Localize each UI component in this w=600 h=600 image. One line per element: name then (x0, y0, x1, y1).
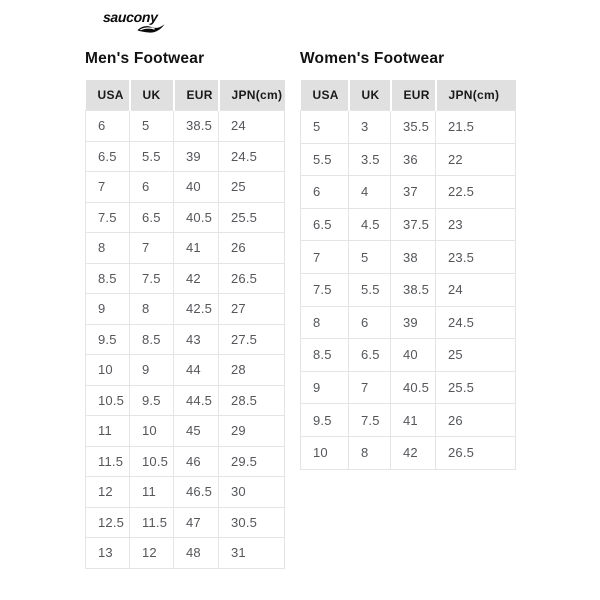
size-cell: 41 (174, 233, 219, 264)
size-cell: 11.5 (130, 507, 174, 538)
table-row (301, 436, 516, 469)
table-row (86, 294, 285, 325)
size-cell: 9 (86, 294, 130, 325)
size-cell: 11 (130, 477, 174, 508)
size-cell: 38 (391, 241, 436, 274)
size-cell: 9 (301, 371, 349, 404)
mens-table-header-row (86, 80, 285, 111)
size-cell: 8 (130, 294, 174, 325)
size-cell: 7.5 (130, 263, 174, 294)
size-cell: 23 (436, 208, 516, 241)
size-cell: 7 (349, 371, 391, 404)
size-cell: 7.5 (349, 404, 391, 437)
size-cell: 22 (436, 143, 516, 176)
size-cell: 5.5 (301, 143, 349, 176)
table-row (86, 111, 285, 142)
size-cell: 4.5 (349, 208, 391, 241)
size-cell: 25.5 (219, 202, 285, 233)
size-cell: 6 (130, 172, 174, 203)
size-cell: 13 (86, 538, 130, 569)
size-cell: 9.5 (130, 385, 174, 416)
size-cell: 6.5 (86, 141, 130, 172)
size-cell: 6 (301, 176, 349, 209)
size-cell: 3.5 (349, 143, 391, 176)
size-cell: 46 (174, 446, 219, 477)
size-cell: 40.5 (391, 371, 436, 404)
size-cell: 38.5 (174, 111, 219, 142)
table-row (301, 404, 516, 437)
size-cell: 12 (86, 477, 130, 508)
column-header: USA (86, 80, 130, 111)
saucony-swoosh-icon (137, 21, 165, 39)
size-cell: 24 (436, 273, 516, 306)
size-cell: 8 (86, 233, 130, 264)
size-cell: 24 (219, 111, 285, 142)
table-row (301, 241, 516, 274)
table-row (86, 141, 285, 172)
size-cell: 40.5 (174, 202, 219, 233)
column-header: JPN(cm) (436, 80, 516, 111)
size-cell: 30 (219, 477, 285, 508)
size-cell: 22.5 (436, 176, 516, 209)
size-cell: 28.5 (219, 385, 285, 416)
size-cell: 10.5 (86, 385, 130, 416)
mens-footwear-section (85, 50, 284, 569)
table-row (86, 233, 285, 264)
column-header: EUR (391, 80, 436, 111)
table-row (86, 538, 285, 569)
size-cell: 8 (301, 306, 349, 339)
table-row (86, 507, 285, 538)
womens-size-table (300, 80, 516, 470)
size-cell: 24.5 (436, 306, 516, 339)
size-cell: 5 (349, 241, 391, 274)
size-cell: 26 (219, 233, 285, 264)
size-cell: 42 (391, 436, 436, 469)
size-cell: 26.5 (436, 436, 516, 469)
size-cell: 8.5 (130, 324, 174, 355)
size-cell: 25.5 (436, 371, 516, 404)
column-header: UK (130, 80, 174, 111)
column-header: USA (301, 80, 349, 111)
table-row (86, 416, 285, 447)
size-cell: 27.5 (219, 324, 285, 355)
size-cell: 37 (391, 176, 436, 209)
table-row (86, 172, 285, 203)
size-cell: 44.5 (174, 385, 219, 416)
size-cell: 12.5 (86, 507, 130, 538)
table-row (301, 306, 516, 339)
size-cell: 6.5 (301, 208, 349, 241)
size-cell: 3 (349, 111, 391, 144)
womens-table-body (301, 111, 516, 470)
size-cell: 38.5 (391, 273, 436, 306)
size-cell: 7 (130, 233, 174, 264)
size-cell: 44 (174, 355, 219, 386)
womens-footwear-section (300, 50, 515, 470)
size-cell: 27 (219, 294, 285, 325)
size-cell: 46.5 (174, 477, 219, 508)
size-cell: 6.5 (349, 339, 391, 372)
size-cell: 45 (174, 416, 219, 447)
size-cell: 39 (391, 306, 436, 339)
column-header: UK (349, 80, 391, 111)
table-row (86, 477, 285, 508)
table-row (301, 371, 516, 404)
table-row (86, 324, 285, 355)
size-cell: 35.5 (391, 111, 436, 144)
size-cell: 7 (86, 172, 130, 203)
size-cell: 8 (349, 436, 391, 469)
size-cell: 7 (301, 241, 349, 274)
size-cell: 10 (130, 416, 174, 447)
table-row (86, 446, 285, 477)
size-cell: 5.5 (130, 141, 174, 172)
size-cell: 10 (301, 436, 349, 469)
size-cell: 6 (86, 111, 130, 142)
mens-table-body (86, 111, 285, 569)
size-cell: 4 (349, 176, 391, 209)
table-row (86, 263, 285, 294)
table-row (301, 339, 516, 372)
size-cell: 11.5 (86, 446, 130, 477)
size-cell: 28 (219, 355, 285, 386)
saucony-logo[interactable] (103, 9, 158, 27)
table-row (86, 385, 285, 416)
size-cell: 26 (436, 404, 516, 437)
size-cell: 31 (219, 538, 285, 569)
table-row (301, 111, 516, 144)
size-cell: 39 (174, 141, 219, 172)
size-cell: 42 (174, 263, 219, 294)
mens-size-table (85, 80, 285, 569)
size-cell: 29 (219, 416, 285, 447)
size-cell: 12 (130, 538, 174, 569)
size-cell: 42.5 (174, 294, 219, 325)
size-cell: 36 (391, 143, 436, 176)
size-cell: 48 (174, 538, 219, 569)
size-cell: 26.5 (219, 263, 285, 294)
size-cell: 9.5 (301, 404, 349, 437)
table-row (301, 273, 516, 306)
size-cell: 43 (174, 324, 219, 355)
table-row (86, 202, 285, 233)
size-cell: 47 (174, 507, 219, 538)
womens-section-title: Women's Footwear (300, 50, 445, 67)
womens-table-header-row (301, 80, 516, 111)
size-cell: 5 (301, 111, 349, 144)
size-cell: 9.5 (86, 324, 130, 355)
size-cell: 7.5 (301, 273, 349, 306)
size-cell: 25 (436, 339, 516, 372)
size-cell: 30.5 (219, 507, 285, 538)
size-cell: 24.5 (219, 141, 285, 172)
size-cell: 6 (349, 306, 391, 339)
size-cell: 23.5 (436, 241, 516, 274)
size-cell: 10.5 (130, 446, 174, 477)
size-cell: 9 (130, 355, 174, 386)
size-cell: 10 (86, 355, 130, 386)
size-cell: 6.5 (130, 202, 174, 233)
size-cell: 5 (130, 111, 174, 142)
size-cell: 37.5 (391, 208, 436, 241)
size-cell: 21.5 (436, 111, 516, 144)
table-row (301, 143, 516, 176)
mens-section-title: Men's Footwear (85, 50, 205, 67)
table-row (86, 355, 285, 386)
column-header: JPN(cm) (219, 80, 285, 111)
column-header: EUR (174, 80, 219, 111)
table-row (301, 208, 516, 241)
size-cell: 8.5 (301, 339, 349, 372)
size-cell: 25 (219, 172, 285, 203)
table-row (301, 176, 516, 209)
size-cell: 29.5 (219, 446, 285, 477)
size-cell: 11 (86, 416, 130, 447)
size-cell: 8.5 (86, 263, 130, 294)
size-cell: 40 (174, 172, 219, 203)
size-cell: 7.5 (86, 202, 130, 233)
size-cell: 40 (391, 339, 436, 372)
size-cell: 41 (391, 404, 436, 437)
saucony-wordmark: saucony (102, 9, 158, 25)
size-cell: 5.5 (349, 273, 391, 306)
